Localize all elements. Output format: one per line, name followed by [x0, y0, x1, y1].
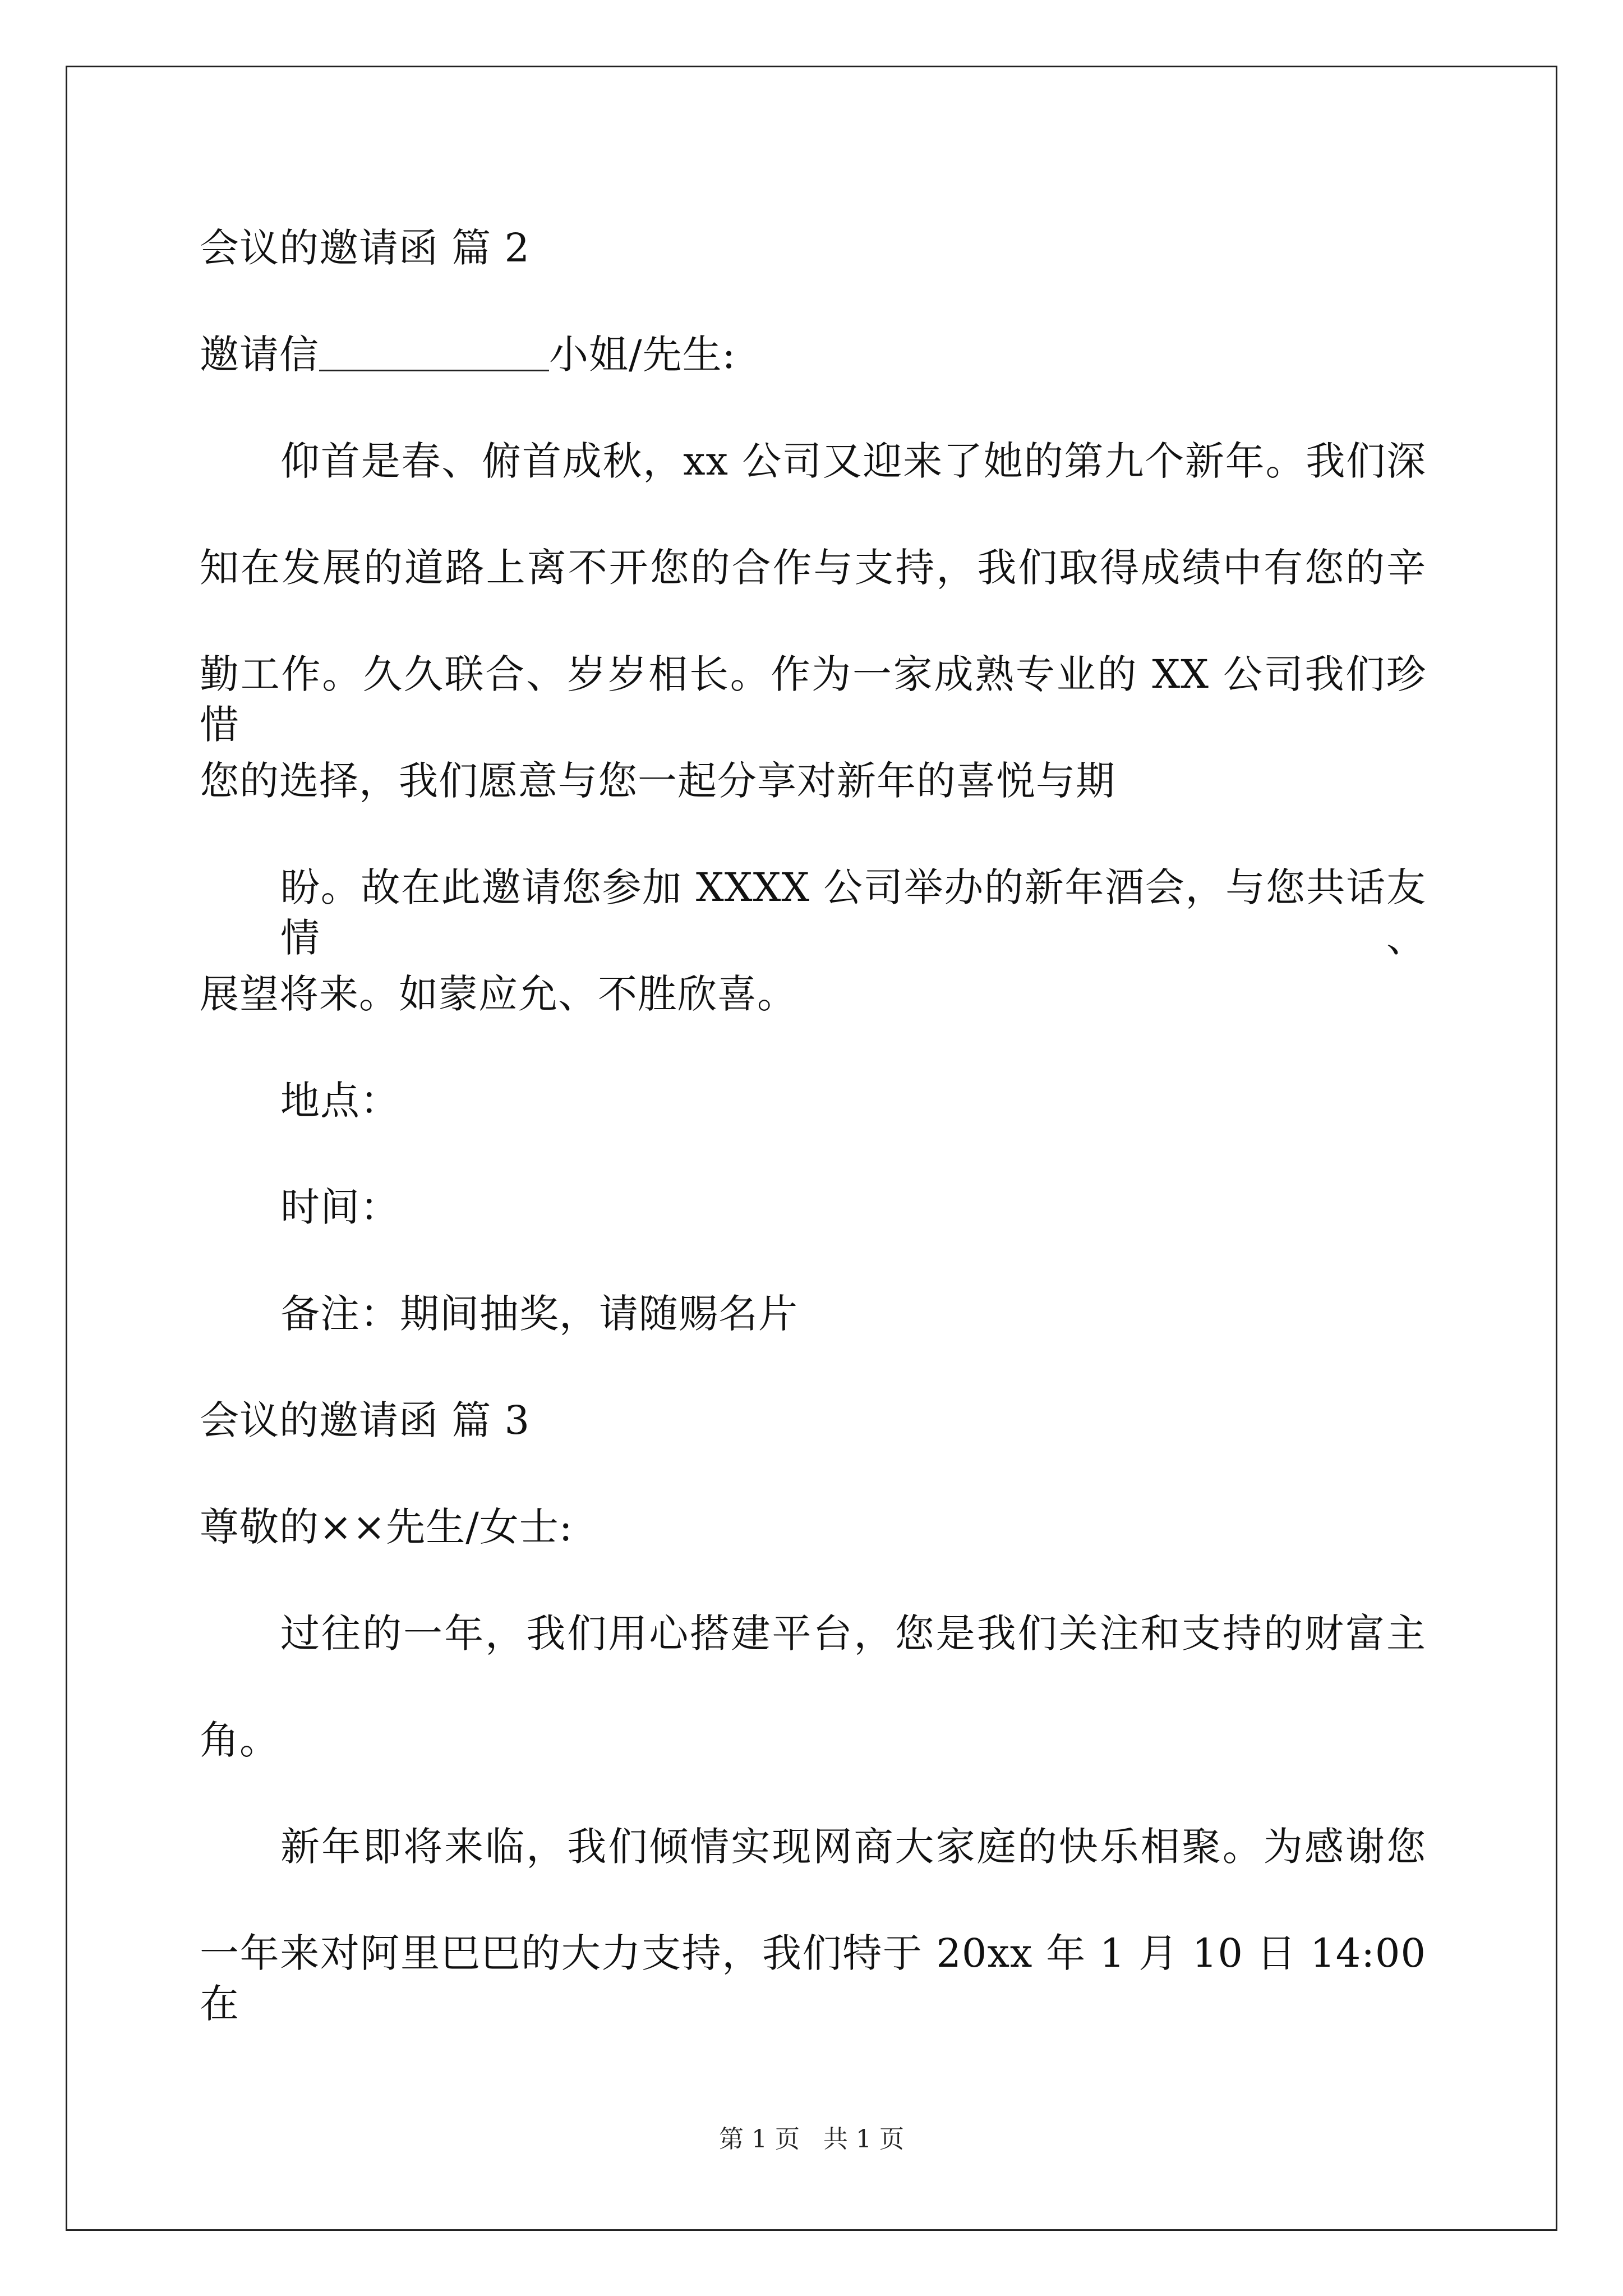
paragraph-line: 盼。故在此邀请您参加 XXXX 公司举办的新年酒会，与您共话友情、	[280, 864, 1426, 961]
section-heading: 会议的邀请函 篇 3	[200, 1397, 531, 1443]
salutation: 尊敬的××先生/女士:	[200, 1504, 573, 1550]
name-blank-line	[319, 330, 549, 371]
paragraph-line: 一年来对阿里巴巴的大力支持，我们特于 20xx 年 1 月 10 日 14:00 在	[200, 1930, 1426, 2027]
salutation-prefix: 邀请信	[200, 332, 319, 378]
paragraph-line: 您的选择，我们愿意与您一起分享对新年的喜悦与期	[200, 758, 1115, 804]
location-label: 地点：	[280, 1078, 400, 1124]
page-footer: 第 1 页 共 1 页	[719, 2125, 904, 2154]
paragraph-line: 仰首是春、俯首成秋，xx 公司又迎来了她的第九个新年。我们深	[280, 438, 1426, 484]
salutation-suffix: 小姐/先生:	[549, 332, 736, 378]
page-border	[66, 66, 1557, 2231]
paragraph-line: 展望将来。如蒙应允、不胜欣喜。	[200, 971, 797, 1017]
paragraph-line: 角。	[200, 1717, 279, 1763]
paragraph-line: 勤工作。久久联合、岁岁相长。作为一家成熟专业的 XX 公司我们珍惜	[200, 651, 1426, 748]
paragraph-line: 新年即将来临，我们倾情实现网商大家庭的快乐相聚。为感谢您	[280, 1824, 1426, 1870]
salutation	[200, 329, 736, 380]
time-label: 时间：	[280, 1184, 400, 1230]
paragraph-line: 知在发展的道路上离不开您的合作与支持，我们取得成绩中有您的辛	[200, 545, 1426, 591]
section-heading: 会议的邀请函 篇 2	[200, 225, 531, 271]
note-line: 备注：期间抽奖，请随赐名片	[280, 1291, 798, 1337]
paragraph-line: 过往的一年，我们用心搭建平台，您是我们关注和支持的财富主	[280, 1611, 1426, 1657]
